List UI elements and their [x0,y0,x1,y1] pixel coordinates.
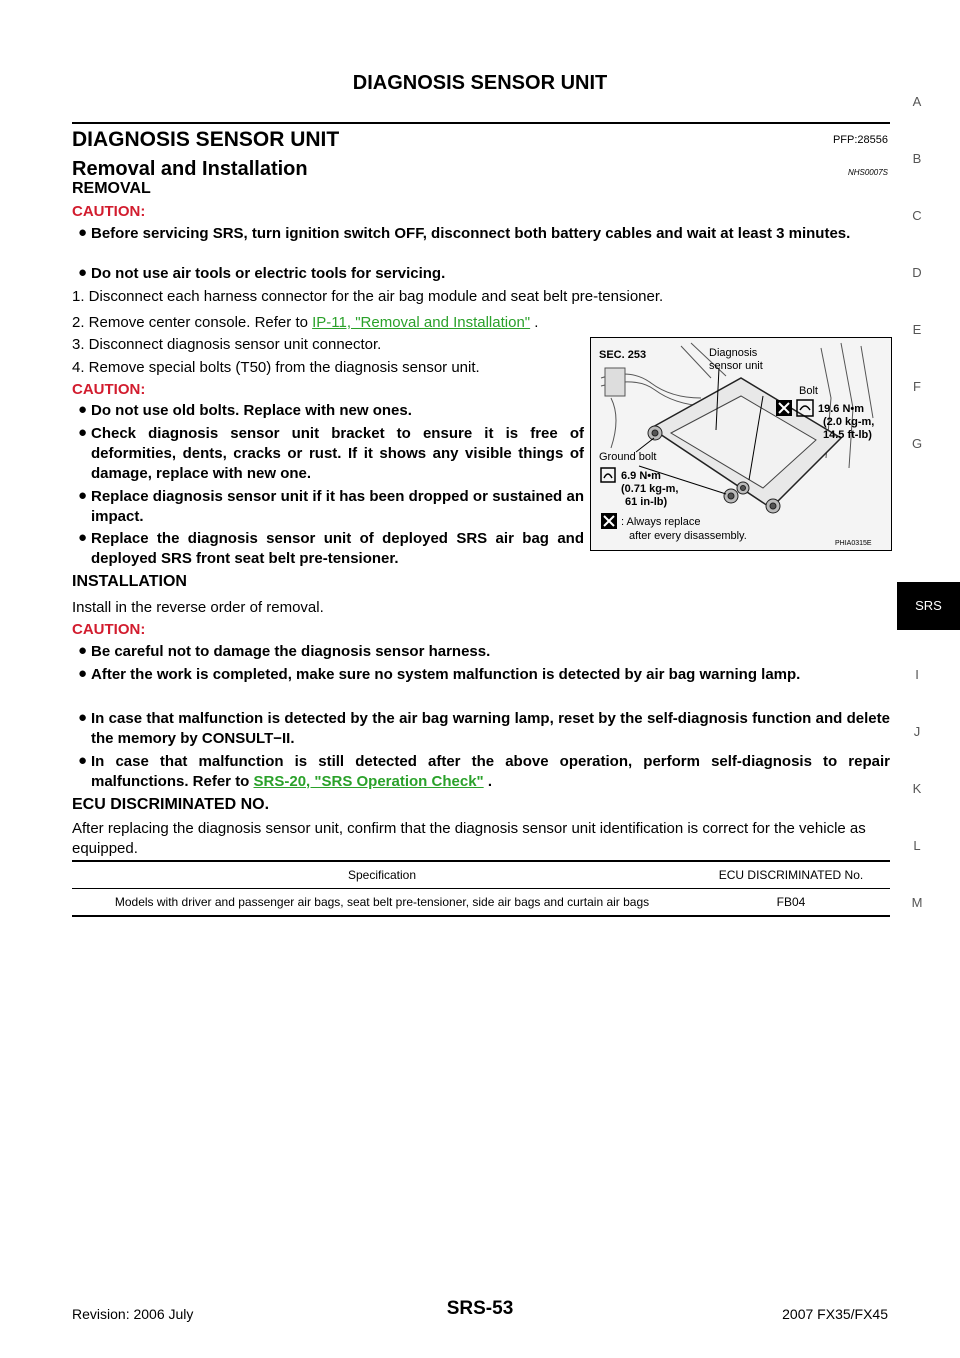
figure-torque-label: (2.0 kg-m, [823,416,875,428]
bullet-item: ● Do not use air tools or electric tools for servicing. [78,264,446,282]
subsection-code: NHS0007S [847,168,888,177]
figure-bolt-label: Bolt [799,385,818,397]
srs-20-link[interactable]: SRS-20, "SRS Operation Check" [253,773,484,790]
bullet-item: ● Be careful not to damage the diagnosis sensor harness. [78,642,491,660]
figure-code: PHIA0315E [835,540,872,547]
figure-torque-label: (0.71 kg-m, [621,483,679,495]
bullet-dot-icon: ● [78,665,88,682]
section-title: DIAGNOSIS SENSOR UNIT [72,128,340,151]
bullet-dot-icon: ● [78,264,88,281]
table-header-cell: Specification [347,868,417,882]
sidebar-letter[interactable]: G [911,436,923,451]
bullet-dot-icon: ● [78,224,88,241]
figure-unit-label: sensor unit [709,360,763,372]
sensor-illustration [591,338,891,550]
table-cell: FB04 [776,895,806,909]
bullet-item: ● Replace the diagnosis sensor unit of deployed SRS air bag and deployed SRS front seat belt pre-tensioner. [78,529,584,567]
sidebar-letter[interactable]: E [912,322,922,337]
ecu-text: After replacing the diagnosis sensor unit, confirm that the diagnosis sensor unit identification is correct for the vehicle as equipped. [72,820,866,857]
bullet-dot-icon: ● [78,529,88,546]
caution-label: CAUTION: [72,621,146,638]
figure-ground-label: Ground bolt [599,451,657,463]
sidebar-letter[interactable]: A [912,94,922,109]
bullet-item: ● In case that malfunction is detected by the air bag warning lamp, reset by the self-diagnosis function and delete the memory by CONSULT−II. [78,709,890,747]
pfp-code: PFP:28556 [832,134,888,146]
bullet-dot-icon: ● [78,401,88,418]
bullet-item: ● In case that malfunction is still detected after the above operation, perform self-diagnosis to repair malfunctions. Refer to SRS-20, "SRS Operation Check" . [78,752,890,790]
step-1: 1. Disconnect each harness connector for the air bag module and seat belt pre-tensioner. [72,288,664,305]
bullet-item: ● Before servicing SRS, turn ignition switch OFF, disconnect both battery cables and wait at least 3 minutes. [78,224,851,242]
bullet-dot-icon: ● [78,752,88,769]
table-header-cell: ECU DISCRIMINATED No. [718,868,864,882]
caution-label: CAUTION: [72,203,146,220]
sidebar-letter[interactable]: K [912,781,922,796]
bullet-item: ● Do not use old bolts. Replace with new ones. [78,401,412,419]
footer-model: 2007 FX35/FX45 [782,1306,888,1322]
table-cell: Models with driver and passenger air bags, seat belt pre-tensioner, side air bags and curtain air bags [114,895,650,909]
bullet-item: ● Check diagnosis sensor unit bracket to ensure it is free of deformities, dents, cracks or rust. If it shows any visible things of damage, replace with new one. [78,424,584,482]
ecu-spec-table [72,860,890,917]
sidebar-letter[interactable]: B [912,151,922,166]
bullet-item: ● After the work is completed, make sure no system malfunction is detected by air bag warning lamp. [78,665,801,683]
figure-unit-label: Diagnosis [709,347,758,359]
figure-torque-label: 19.6 N•m [818,403,865,415]
table-row [72,889,890,917]
table-header-row [72,861,890,889]
step-2: 2. Remove center console. Refer to IP-11, "Removal and Installation" . [72,314,539,331]
figure-torque-label: 6.9 N•m [621,470,661,482]
removal-heading: REMOVAL [72,180,151,197]
ip-11-link[interactable]: IP-11, "Removal and Installation" [312,314,531,331]
bullet-item: ● Replace diagnosis sensor unit if it has been dropped or sustained an impact. [78,487,584,525]
sidebar-letter[interactable]: I [915,667,919,682]
bullet-dot-icon: ● [78,487,88,504]
page-header-title: DIAGNOSIS SENSOR UNIT [352,72,608,94]
footer-page-number: SRS-53 [446,1298,514,1319]
caution-label: CAUTION: [72,381,146,398]
sidebar-letter[interactable]: M [911,895,923,910]
installation-heading: INSTALLATION [72,573,187,590]
figure-sec-label: SEC. 253 [599,349,647,361]
bullet-dot-icon: ● [78,424,88,441]
sidebar-letter[interactable]: D [912,265,922,280]
bullet-dot-icon: ● [78,709,88,726]
figure-legend: after every disassembly. [629,530,747,542]
sidebar-letter[interactable]: F [913,379,921,394]
header-rule [72,122,890,124]
figure-torque-label: 14.5 ft-lb) [823,429,872,441]
sidebar-letter[interactable]: C [912,208,922,223]
sidebar-letter[interactable]: L [913,838,921,853]
figure-torque-label: 61 in-lb) [625,496,668,508]
figure-legend: : Always replace [621,516,701,528]
installation-text: Install in the reverse order of removal. [72,599,324,616]
sidebar-letter[interactable]: J [913,724,921,739]
sidebar-tab-srs[interactable]: SRS [897,582,960,630]
bullet-dot-icon: ● [78,642,88,659]
step-3: 3. Disconnect diagnosis sensor unit connector. [72,336,382,353]
step-4: 4. Remove special bolts (T50) from the diagnosis sensor unit. [72,359,480,376]
subsection-title: Removal and Installation [72,158,308,180]
footer-revision: Revision: 2006 July [72,1306,194,1322]
diagnosis-sensor-figure [590,337,892,551]
ecu-heading: ECU DISCRIMINATED NO. [72,796,270,813]
